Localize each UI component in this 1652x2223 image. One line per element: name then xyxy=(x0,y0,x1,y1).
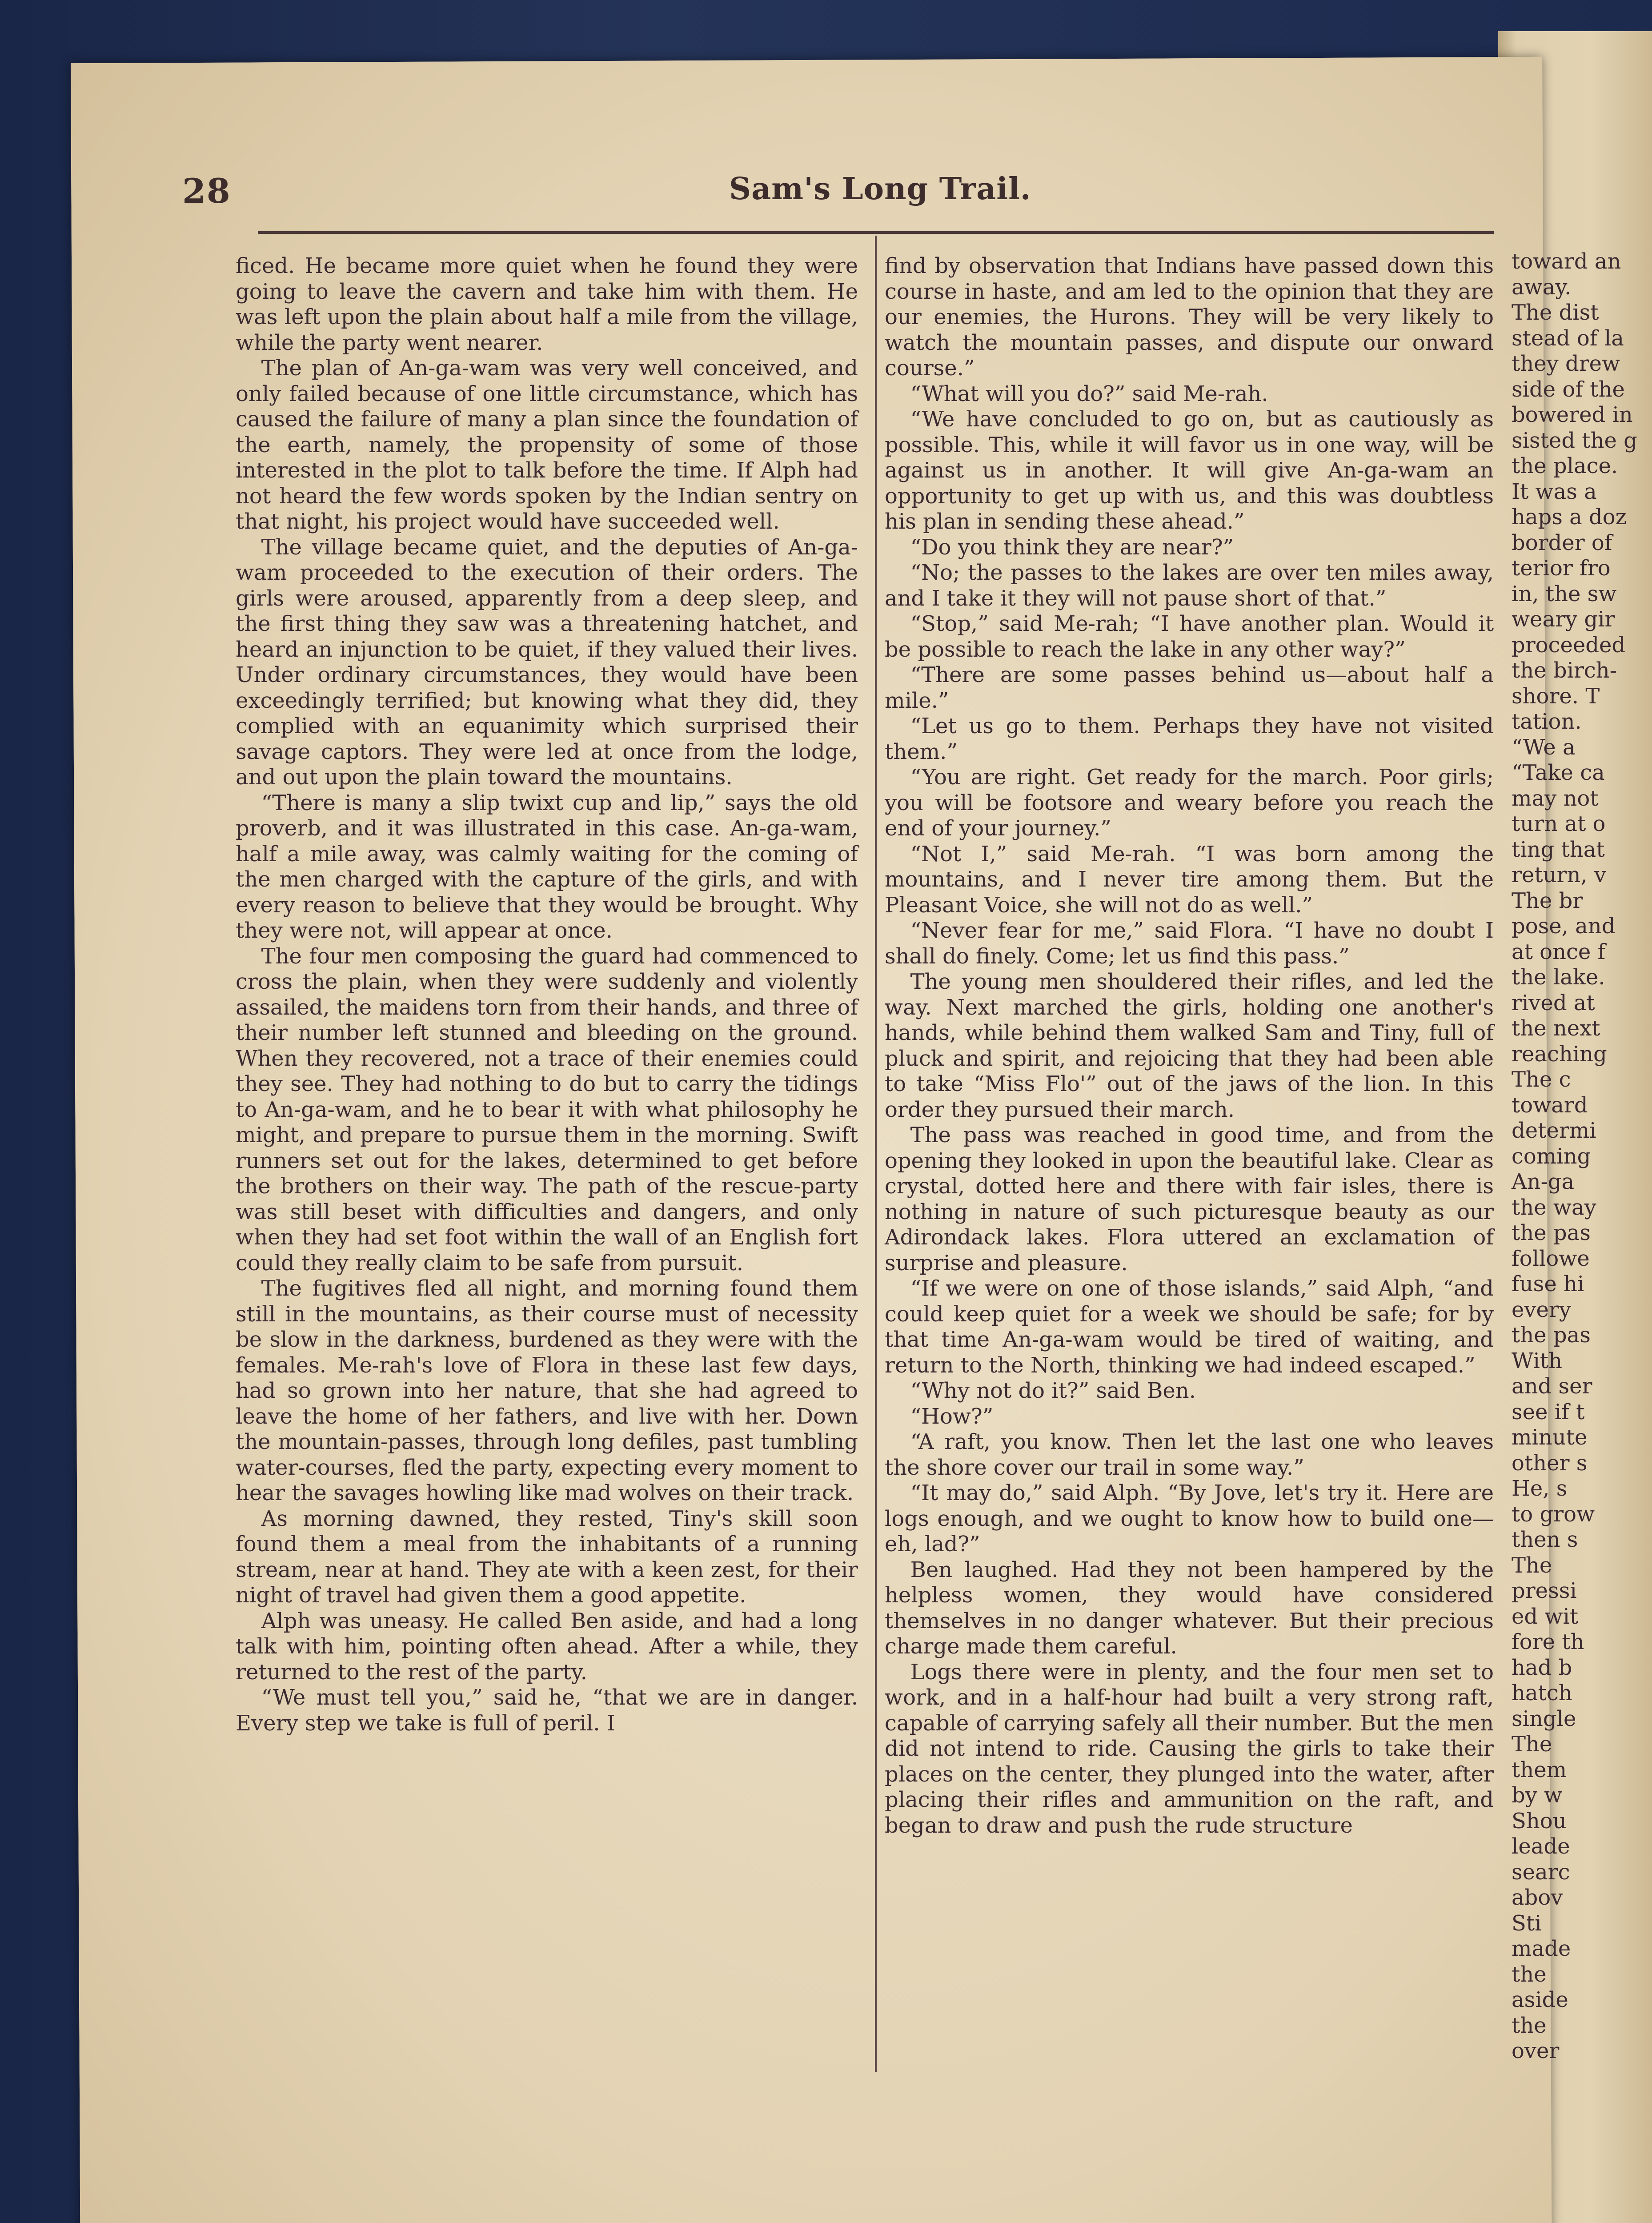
paragraph: The pass was reached in good time, and from the opening they looked in upon the beautiful lake. Clear as crystal, dotted here and there with fair isles, there is nothing in nature of such picturesque beauty as our Adirondack lakes. Flora uttered an exclamation of surprise and pleasure. xyxy=(885,1123,1494,1276)
fragment-line: searc xyxy=(1512,1859,1570,1885)
fragment-line: abov xyxy=(1512,1885,1563,1910)
fragment-line: see if t xyxy=(1512,1399,1585,1424)
fragment-line: border of xyxy=(1512,530,1612,555)
fragment-line: “We a xyxy=(1512,734,1576,760)
fragment-line: away. xyxy=(1512,274,1572,300)
fragment-line: With xyxy=(1512,1348,1563,1373)
column-divider xyxy=(875,236,877,2072)
paragraph: ficed. He became more quiet when he found they were going to leave the cavern and take him with them. He was left upon the plain about half a mile from the village, while the party went nearer. xyxy=(236,253,858,355)
paragraph: “Why not do it?” said Ben. xyxy=(910,1378,1196,1403)
fragment-line: fuse hi xyxy=(1512,1272,1584,1296)
fragment-line: the pas xyxy=(1512,1323,1591,1348)
fragment-line: the lake. xyxy=(1512,965,1605,990)
paragraph: “Not I,” said Me-rah. “I was born among the mountains, and I never tire among them. But the Pleasant Voice, she will not do as well.” xyxy=(885,841,1494,918)
fragment-line: bowered in xyxy=(1512,402,1633,427)
paragraph: “You are right. Get ready for the march. Poor girls; you will be footsore and weary before you reach the end of your journey.” xyxy=(885,765,1494,841)
fragment-line: toward xyxy=(1512,1092,1588,1118)
fragment-line: had b xyxy=(1512,1655,1572,1680)
fragment-line: ting that xyxy=(1512,837,1605,862)
fragment-line: the birch- xyxy=(1512,658,1617,683)
fragment-line: “Take ca xyxy=(1512,760,1605,785)
fragment-line: tation. xyxy=(1512,709,1582,734)
paragraph: “We must tell you,” said he, “that we are in danger. Every step we take is full of peril. I xyxy=(236,1685,858,1736)
fragment-line: return, v xyxy=(1512,863,1607,887)
paragraph: “Let us go to them. Perhaps they have not visited them.” xyxy=(885,714,1494,764)
fragment-line: The xyxy=(1512,1553,1552,1578)
paragraph: “What will you do?” said Me-rah. xyxy=(910,381,1268,406)
fragment-line: then s xyxy=(1512,1527,1578,1552)
paragraph: Alph was uneasy. He called Ben aside, and had a long talk with him, pointing often ahead. After a while, they returned to the rest of the party. xyxy=(236,1608,858,1685)
fragment-line: the pas xyxy=(1512,1220,1591,1245)
fragment-line: followe xyxy=(1512,1246,1590,1271)
paragraph: “No; the passes to the lakes are over ten miles away, and I take it they will not pause short of that.” xyxy=(885,560,1494,611)
page-number: 28 xyxy=(182,171,231,211)
fragment-line: It was a xyxy=(1512,479,1597,504)
fragment-line: sisted the g xyxy=(1512,428,1637,453)
paragraph: “Do you think they are near?” xyxy=(910,534,1234,560)
fragment-line: Shou xyxy=(1512,1808,1567,1834)
fragment-line: stead of la xyxy=(1512,325,1624,351)
fragment-line: them xyxy=(1512,1757,1567,1782)
fragment-line: the place. xyxy=(1512,453,1618,478)
fragment-line: proceeded xyxy=(1512,632,1626,658)
fragment-line: over xyxy=(1512,2038,1560,2063)
fragment-line: pose, and xyxy=(1512,914,1616,939)
fragment-line: they drew xyxy=(1512,351,1620,376)
right-column xyxy=(885,253,1494,1838)
paragraph: “It may do,” said Alph. “By Jove, let's try it. Here are logs enough, and we ought to know how to build one—eh, lad?” xyxy=(885,1481,1494,1557)
fragment-line: may not xyxy=(1512,786,1599,811)
fragment-line: made xyxy=(1512,1936,1571,1961)
fragment-line: ed wit xyxy=(1512,1604,1579,1629)
paragraph: The fugitives fled all night, and morning found them still in the mountains, as their course must of necessity be slow in the darkness, burdened as they were with the females. Me-rah's love of Flora in these last few days, had so grown into her nature, that she had agreed to leave the home of her fathers, and live with her. Down the mountain-passes, through long defiles, past tumbling water-courses, fled the party, expecting every moment to hear the savages howling like mad wolves on their track. xyxy=(236,1276,858,1505)
fragment-line: toward an xyxy=(1512,249,1621,274)
fragment-line: The dist xyxy=(1512,300,1599,325)
paragraph: The four men composing the guard had commenced to cross the plain, when they were suddenly and violently assailed, the maidens torn from their hands, and three of their number left stunned and bleeding on the ground. When they recovered, not a trace of their enemies could they see. They had nothing to do but to carry the tidings to An-ga-wam, and he to bear it with what philosophy he might, and prepare to pursue them in the morning. Swift runners set out for the lakes, determined to get before the brothers on their way. The path of the rescue-party was still beset with difficulties and dangers, and only when they had set foot within the wall of an English fort could they really claim to be safe from pursuit. xyxy=(236,943,858,1276)
header-rule xyxy=(258,231,1494,234)
fragment-line: other s xyxy=(1512,1450,1588,1476)
fragment-line: determi xyxy=(1512,1118,1596,1143)
fragment-line: the xyxy=(1512,1962,1547,1987)
next-page-fragment-column xyxy=(1512,249,1652,2064)
paragraph: “A raft, you know. Then let the last one who leaves the shore cover our trail in some way.” xyxy=(885,1429,1494,1480)
fragment-line: the next xyxy=(1512,1016,1600,1041)
fragment-line: pressi xyxy=(1512,1578,1577,1603)
fragment-line: terior fro xyxy=(1512,556,1611,581)
paragraph: “Never fear for me,” said Flora. “I have no doubt I shall do finely. Come; let us find this pass.” xyxy=(885,918,1494,969)
fragment-line: The c xyxy=(1512,1067,1571,1092)
paragraph: “There is many a slip twixt cup and lip,” says the old proverb, and it was illustrated in this case. An-ga-wam, half a mile away, was calmly waiting for the coming of the men charged with the capture of the girls, and with every reason to believe that they would be brought. Why they were not, will appear at once. xyxy=(236,790,858,943)
paragraph: Ben laughed. Had they not been hampered by the helpless women, they would have considered themselves in no danger whatever. But their precious charge made them careful. xyxy=(885,1557,1494,1659)
fragment-line: hatch xyxy=(1512,1681,1572,1705)
paragraph: find by observation that Indians have passed down this course in haste, and am led to the opinion that they are our enemies, the Hurons. They will be very likely to watch the mountain passes, and dispute our onward course.” xyxy=(885,253,1494,381)
fragment-line: the xyxy=(1512,2013,1547,2038)
fragment-line: weary gir xyxy=(1512,607,1615,632)
fragment-line: The xyxy=(1512,1732,1552,1757)
fragment-line: and ser xyxy=(1512,1374,1592,1399)
paragraph: The young men shouldered their rifles, and led the way. Next marched the girls, holding one another's hands, while behind them walked Sam and Tiny, full of pluck and spirit, and rejoicing that they had been able to take “Miss Flo'” out of the jaws of the lion. In this order they pursued their march. xyxy=(885,969,1494,1122)
paragraph: The plan of An-ga-wam was very well conceived, and only failed because of one little circumstance, which has caused the failure of many a plan since the foundation of the earth, namely, the propensity of some of those interested in the plot to talk before the time. If Alph had not heard the few words spoken by the Indian sentry on that night, his project would have succeeded well. xyxy=(236,356,858,534)
fragment-line: side of the xyxy=(1512,377,1625,402)
fragment-line: fore th xyxy=(1512,1629,1584,1654)
fragment-line: An-ga xyxy=(1512,1169,1575,1194)
running-title: Sam's Long Trail. xyxy=(729,171,1031,207)
paragraph: Logs there were in plenty, and the four men set to work, and in a half-hour had built a very strong raft, capable of carrying safely all their number. But the men did not intend to ride. Causing the girls to take their places on the center, they plunged into the water, after placing their rifles and ammunition on the raft, and began to draw and push the rude structure xyxy=(885,1659,1494,1838)
fragment-line: to grow xyxy=(1512,1501,1595,1527)
paragraph: “How?” xyxy=(910,1404,994,1429)
fragment-line: the way xyxy=(1512,1195,1596,1220)
fragment-line: coming xyxy=(1512,1144,1591,1169)
paragraph: As morning dawned, they rested, Tiny's skill soon found them a meal from the inhabitants of a running stream, near at hand. They ate with a keen zest, for their night of travel had given them a good appetite. xyxy=(236,1506,858,1608)
fragment-line: leade xyxy=(1512,1834,1570,1859)
fragment-line: He, s xyxy=(1512,1476,1568,1501)
fragment-line: minute xyxy=(1512,1425,1588,1450)
left-column xyxy=(236,253,858,1736)
paragraph: “If we were on one of those islands,” said Alph, “and could keep quiet for a week we should be safe; for by that time An-ga-wam would be tired of waiting, and return to the North, thinking we had indeed escaped.” xyxy=(885,1276,1494,1378)
fragment-line: by w xyxy=(1512,1783,1563,1808)
fragment-line: turn at o xyxy=(1512,811,1606,836)
paragraph: “There are some passes behind us—about half a mile.” xyxy=(885,662,1494,713)
paragraph: The village became quiet, and the deputies of An-ga-wam proceeded to the execution of their orders. The girls were aroused, apparently from a deep sleep, and the first thing they saw was a threatening hatchet, and heard an injunction to be quiet, if they valued their lives. Under ordinary circumstances, they would have been exceedingly terrified; but knowing what they did, they complied with an equanimity which surprised their savage captors. They were led at once from the lodge, and out upon the plain toward the mountains. xyxy=(236,534,858,790)
fragment-line: in, the sw xyxy=(1512,581,1617,606)
paragraph: “We have concluded to go on, but as cautiously as possible. This, while it will favor us in one way, will be against us in another. It will give An-ga-wam an opportunity to get up with us, and this was doubtless his plan in sending these ahead.” xyxy=(885,407,1494,534)
paragraph: “Stop,” said Me-rah; “I have another plan. Would it be possible to reach the lake in any other way?” xyxy=(885,611,1494,662)
fragment-line: haps a doz xyxy=(1512,505,1627,530)
fragment-line: single xyxy=(1512,1706,1576,1731)
fragment-line: aside xyxy=(1512,1987,1568,2012)
fragment-line: at once f xyxy=(1512,939,1606,964)
fragment-line: every xyxy=(1512,1297,1571,1322)
fragment-line: rived at xyxy=(1512,990,1595,1015)
fragment-line: Sti xyxy=(1512,1910,1542,1936)
fragment-line: The br xyxy=(1512,888,1583,913)
fragment-line: reaching xyxy=(1512,1041,1607,1067)
fragment-line: shore. T xyxy=(1512,683,1600,709)
